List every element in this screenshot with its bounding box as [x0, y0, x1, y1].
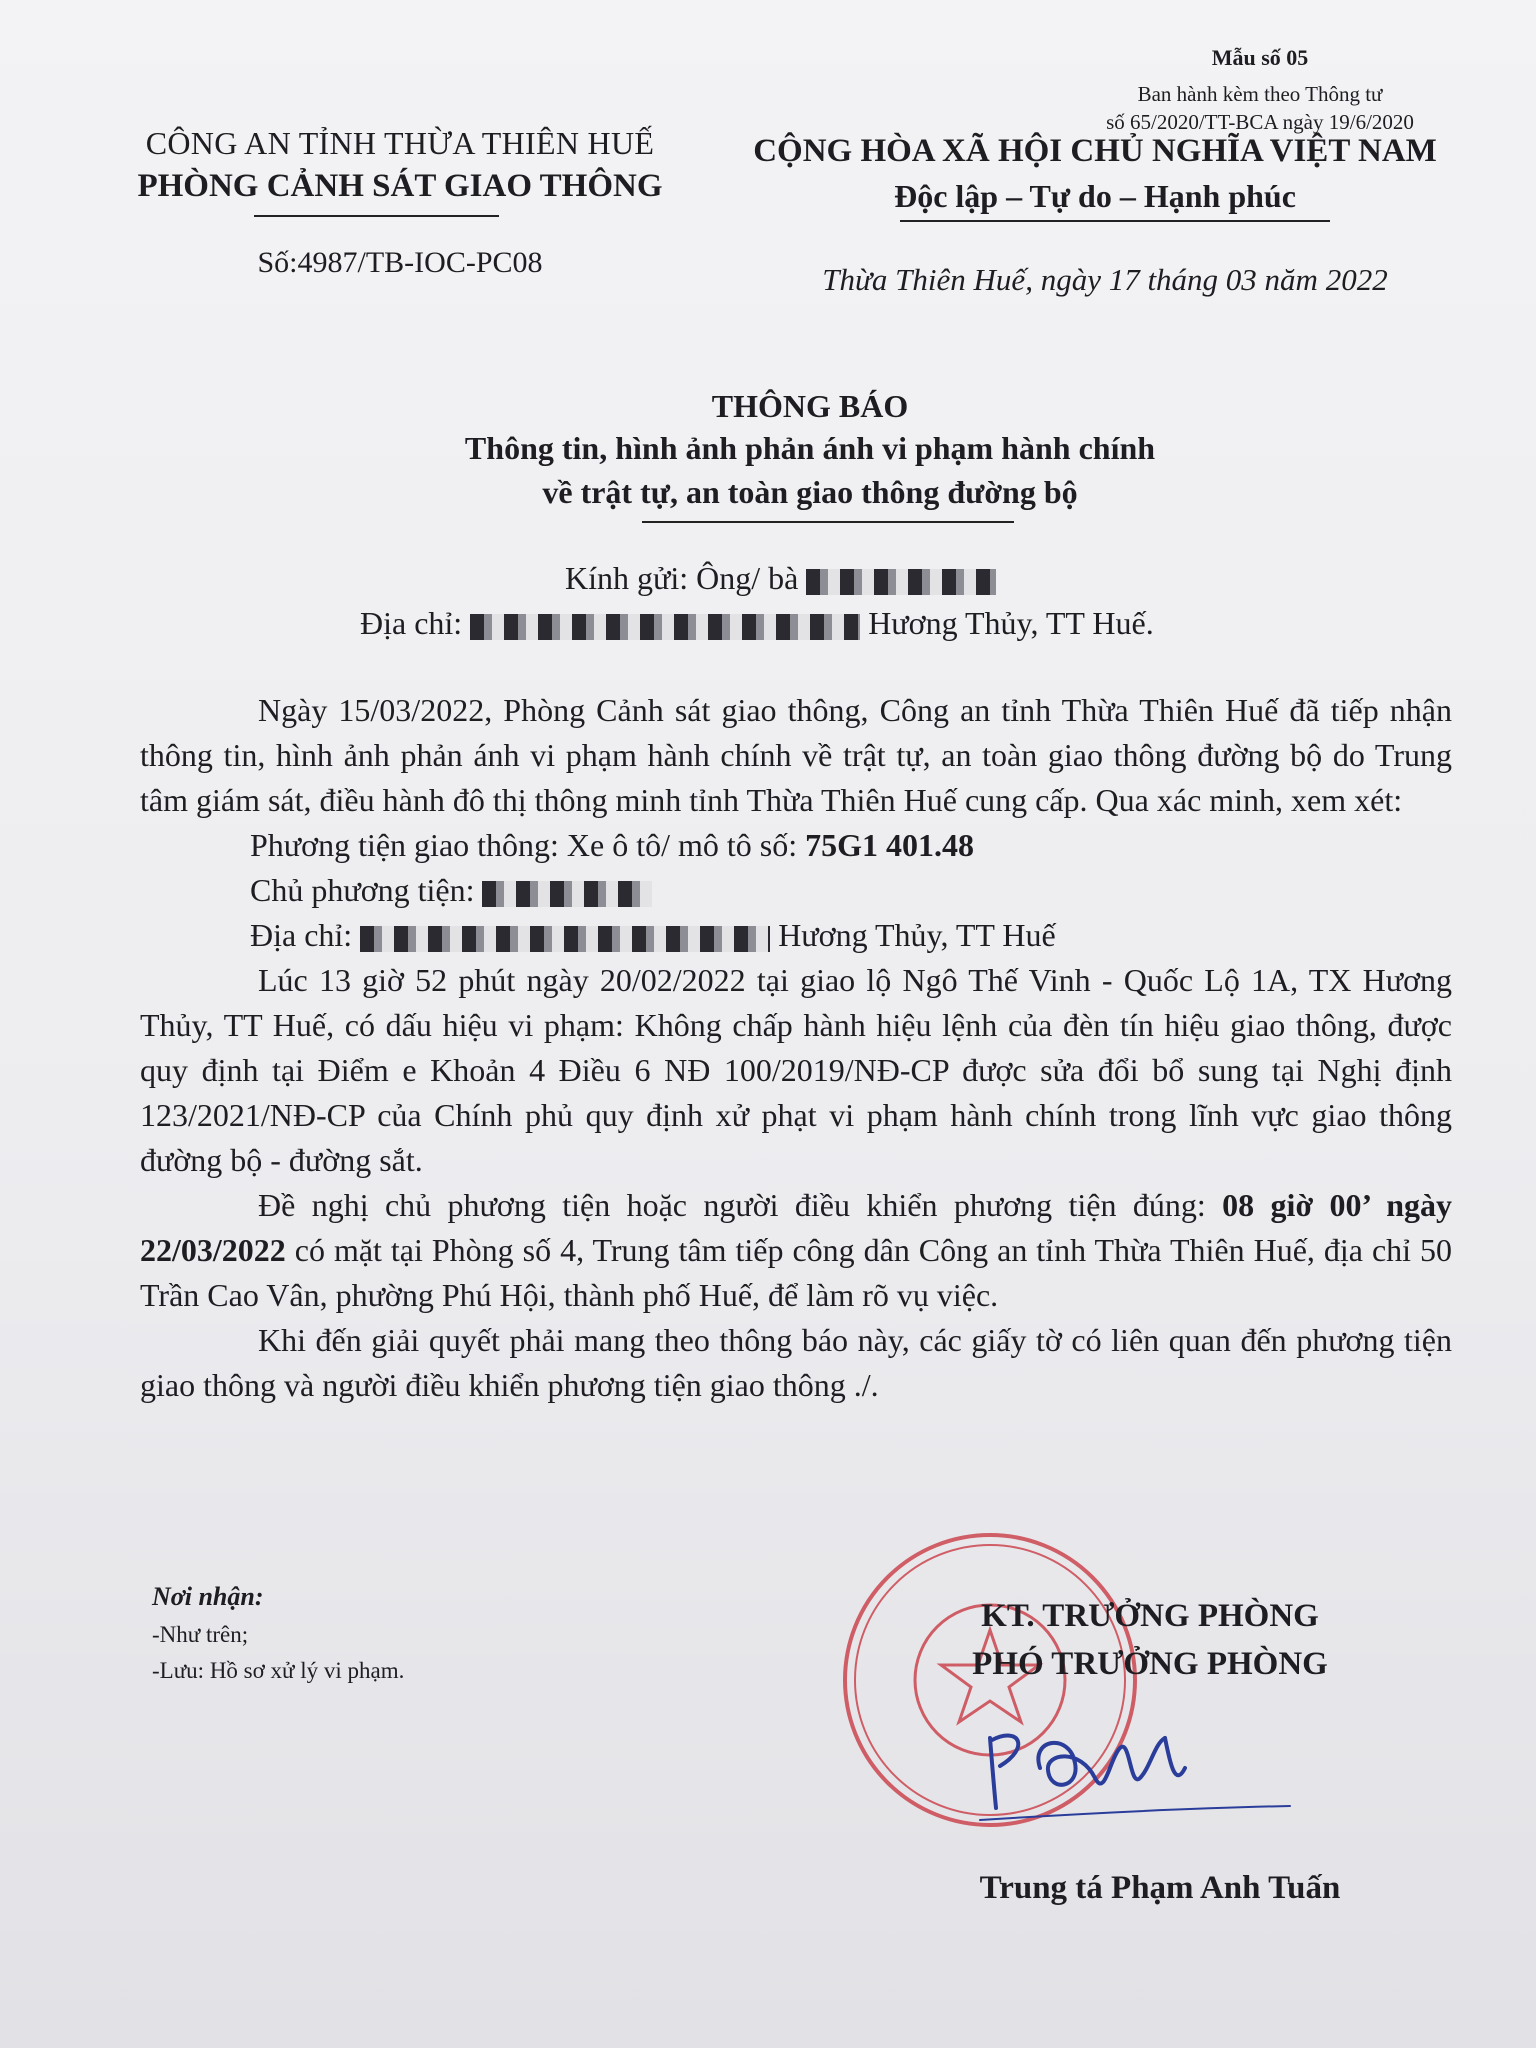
- owner-label: Chủ phương tiện:: [250, 872, 475, 908]
- header-left-underline: [254, 215, 499, 217]
- form-note-line-2: số 65/2020/TT-BCA ngày 19/6/2020: [1106, 110, 1414, 134]
- redacted-owner-name: [482, 881, 652, 907]
- form-note-line-1: Ban hành kèm theo Thông tư: [1137, 82, 1383, 106]
- country-name: CỘNG HÒA XÃ HỘI CHỦ NGHĨA VIỆT NAM: [753, 133, 1437, 169]
- recipients-block: [152, 1582, 652, 1684]
- signer-title-2: PHÓ TRƯỞNG PHÒNG: [972, 1646, 1328, 1682]
- owner-address-line: [250, 913, 1452, 958]
- address-tail: Hương Thủy, TT Huế.: [868, 605, 1154, 641]
- redacted-owner-address: [360, 926, 770, 952]
- motto-underline: [900, 220, 1330, 222]
- owner-line: [250, 868, 1452, 913]
- address-label: Địa chỉ:: [360, 605, 463, 641]
- vehicle-label: Phương tiện giao thông: Xe ô tô/ mô tô số:: [250, 827, 798, 863]
- redacted-recipient-name: [806, 569, 996, 595]
- paragraph-violation: Lúc 13 giờ 52 phút ngày 20/02/2022 tại giao lộ Ngô Thế Vinh - Quốc Lộ 1A, TX Hương Thủy, TT Huế, có dấu hiệu vi phạm: Không chấp hành hiệu lệnh của đèn tín hiệu giao thông, được quy định tại Điểm e Khoản 4 Điều 6 NĐ 100/2019/NĐ-CP được sửa đổi bổ sung tại Nghị định 123/2021/NĐ-CP của Chính phủ quy định xử phạt vi phạm hành chính trong lĩnh vực giao thông đường bộ - đường sắt.: [140, 962, 1452, 1178]
- document-subtitle-line-1: Thông tin, hình ảnh phản ánh vi phạm hành chính: [464, 430, 1156, 466]
- agency-name: CÔNG AN TỈNH THỪA THIÊN HUẾ: [145, 125, 655, 161]
- document-title-block: [280, 388, 1340, 513]
- request-text-b: có mặt tại Phòng số 4, Trung tâm tiếp công dân Công an tỉnh Thừa Thiên Huế, địa chỉ 50 Trần Cao Vân, phường Phú Hội, thành phố Huế, để làm rõ vụ việc.: [140, 1232, 1453, 1313]
- document-number: Số:4987/TB-IOC-PC08: [257, 246, 543, 279]
- national-motto: Độc lập – Tự do – Hạnh phúc: [894, 178, 1296, 214]
- form-note: [1090, 80, 1430, 136]
- issuing-agency-block: [110, 125, 690, 205]
- national-header: [720, 133, 1470, 215]
- recipient-label: Kính gửi: Ông/ bà: [565, 560, 799, 596]
- vehicle-line: [250, 823, 1452, 868]
- handwritten-signature: [970, 1708, 1300, 1828]
- signer-block: [850, 1592, 1450, 1688]
- owner-address-label: Địa chỉ:: [250, 917, 353, 953]
- signer-title-1: KT. TRƯỞNG PHÒNG: [981, 1598, 1319, 1634]
- recipients-title: Nơi nhận:: [152, 1582, 264, 1611]
- recipient-line: [565, 560, 996, 597]
- document-subtitle-line-2: về trật tự, an toàn giao thông đường bộ: [542, 474, 1078, 510]
- vehicle-plate: 75G1 401.48: [805, 827, 975, 863]
- recipients-item-2: -Lưu: Hồ sơ xử lý vi phạm.: [152, 1658, 405, 1683]
- paragraph-receipt: Ngày 15/03/2022, Phòng Cảnh sát giao thông, Công an tỉnh Thừa Thiên Huế đã tiếp nhận thông tin, hình ảnh phản ánh vi phạm hành chính về trật tự, an toàn giao thông đường bộ do Trung tâm giám sát, điều hành đô thị thông minh tỉnh Thừa Thiên Huế cung cấp. Qua xác minh, xem xét:: [140, 692, 1452, 818]
- title-underline: [642, 521, 1014, 523]
- recipient-address-line: [360, 605, 1154, 642]
- document-title: THÔNG BÁO: [711, 388, 909, 424]
- recipients-item-1: -Như trên;: [152, 1622, 249, 1647]
- form-label: Mẫu số 05: [1211, 45, 1309, 70]
- owner-address-tail: Hương Thủy, TT Huế: [778, 917, 1056, 953]
- request-text-a: Đề nghị chủ phương tiện hoặc người điều khiển phương tiện đúng:: [258, 1187, 1206, 1223]
- document-body: [140, 688, 1452, 1408]
- appointment-time: 08 giờ 00’ ngày 22/03/2022: [140, 1187, 1453, 1268]
- department-name: PHÒNG CẢNH SÁT GIAO THÔNG: [137, 168, 663, 204]
- redacted-address: [470, 614, 860, 640]
- paragraph-documents: Khi đến giải quyết phải mang theo thông báo này, các giấy tờ có liên quan đến phương tiện giao thông và người điều khiển phương tiện giao thông ./.: [140, 1322, 1452, 1403]
- signer-name: Trung tá Phạm Anh Tuấn: [979, 1870, 1341, 1906]
- paragraph-request: [140, 1183, 1452, 1318]
- place-and-date: Thừa Thiên Huế, ngày 17 tháng 03 năm 2022: [822, 262, 1388, 297]
